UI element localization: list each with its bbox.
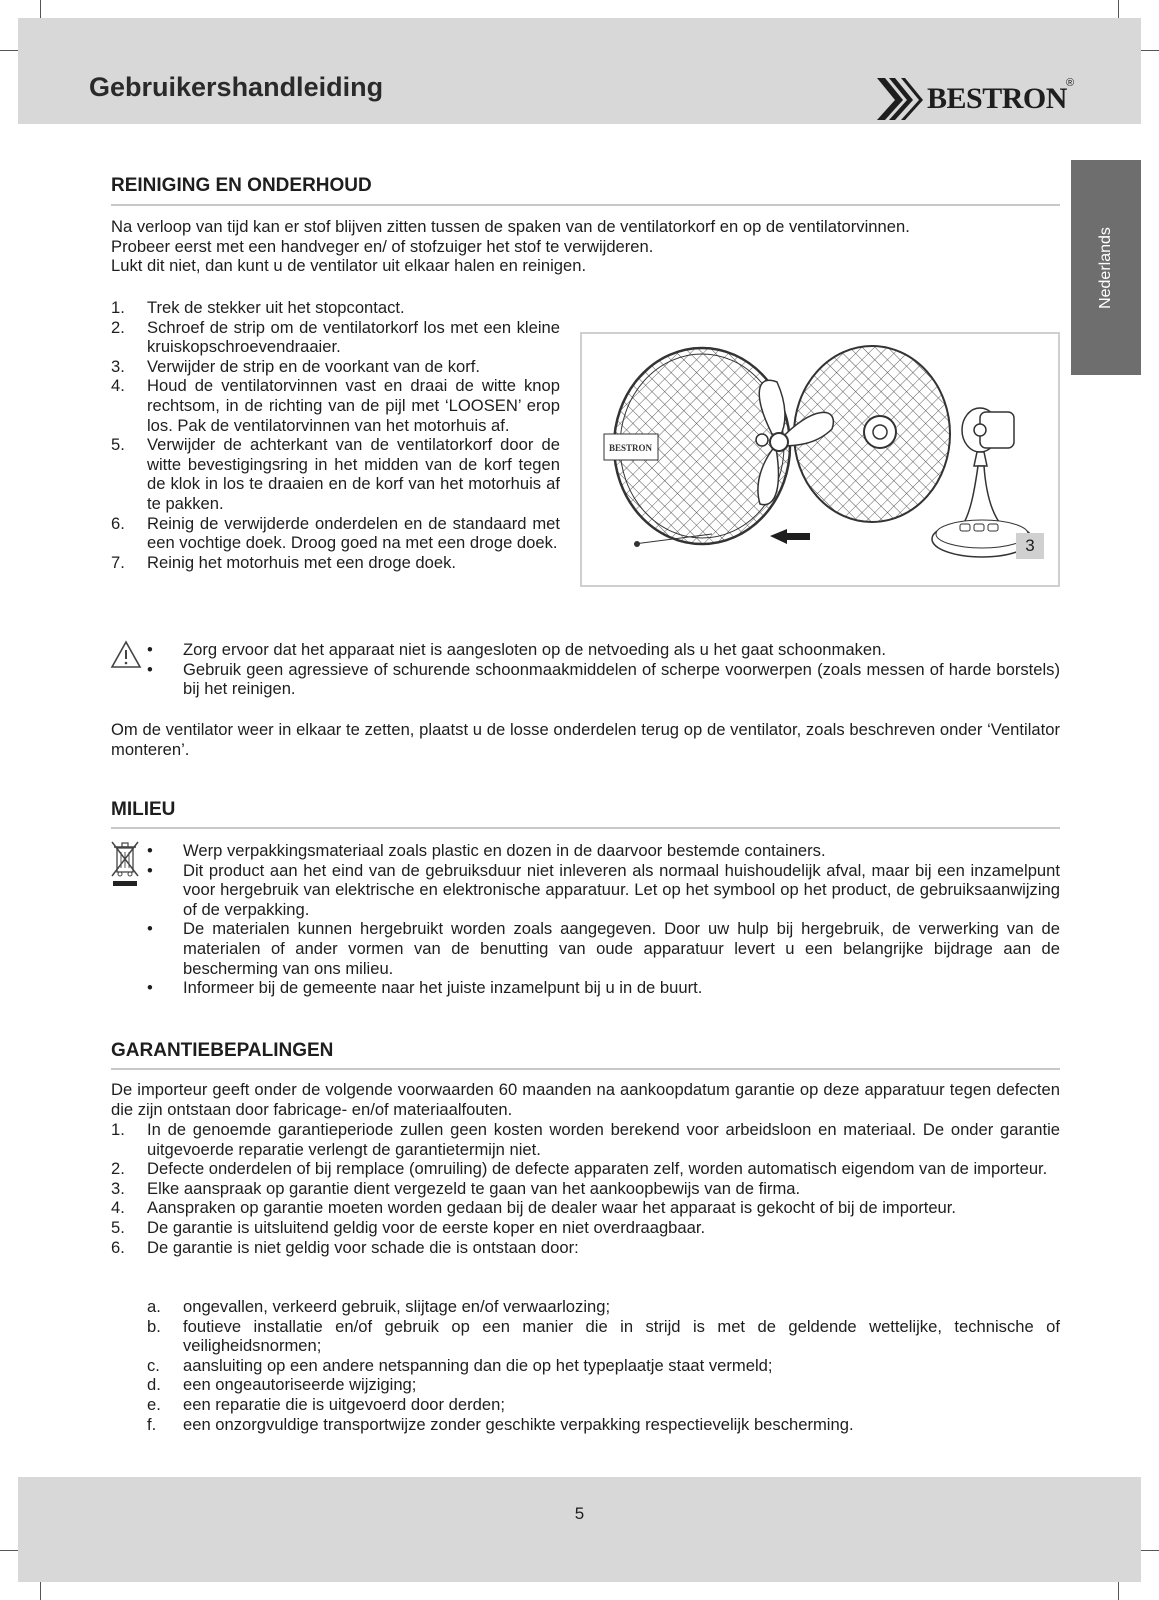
page-header — [18, 18, 1141, 124]
list-item: 5. De garantie is uitsluitend geldig voor de eerste koper en niet overdraagbaar. — [111, 1217, 706, 1237]
section-divider — [111, 1068, 1060, 1070]
list-item: 1. Trek de stekker uit het stopcontact. — [111, 298, 405, 317]
warranty-intro: De importeur geeft onder de volgende voorwaarden 60 maanden na aankoopdatum garantie op deze apparatuur tegen defecten die zijn ontstaan door fabricage- en/of materiaalfouten. — [111, 1080, 1060, 1119]
section-title-cleaning: REINIGING EN ONDERHOUD — [111, 175, 372, 196]
list-item: a. ongevallen, verkeerd gebruik, slijtage en/of verwaarlozing; — [147, 1297, 611, 1316]
section-divider — [111, 204, 1060, 206]
paragraph: Probeer eerst met een handveger en/ of stofzuiger het stof te verwijderen. — [111, 236, 654, 256]
list-item: 6. De garantie is niet geldig voor schade die is ontstaan door: — [111, 1237, 579, 1257]
figure-brand-label: BESTRON — [609, 443, 653, 453]
list-item: 3. Elke aanspraak op garantie dient vergezeld te gaan van het aankoopbewijs van de firma. — [111, 1178, 801, 1198]
language-tab — [1071, 160, 1141, 375]
list-item: 7. Reinig het motorhuis met een droge doek. — [111, 552, 457, 572]
list-item: • Gebruik geen agressieve of schurende schoonmaakmiddelen of scherpe voorwerpen (zoals messen of harde borstels) bij het reinigen. — [147, 660, 1060, 699]
list-item: b. foutieve installatie en/of gebruik op een manier die in strijd is met de geldende wettelijke, technische of veiligheidsnormen; — [147, 1316, 1060, 1356]
disassembly-figure — [580, 332, 1060, 587]
list-item: 2. Schroef de strip om de ventilatorkorf los met een kleine kruiskopschroevendraaier. — [111, 317, 560, 357]
list-item: d. een ongeautoriseerde wijziging; — [147, 1375, 417, 1395]
weee-crossed-bin-icon — [110, 840, 140, 888]
list-item: • De materialen kunnen hergebruikt worden zoals aangegeven. Door uw hulp bij hergebruik, de verwerking van de materialen of ander vormen van de benutting van oude apparatuur levert u een belangrijke bijdrage aan de bescherming van ons milieu. — [147, 919, 1060, 978]
list-item: 6. Reinig de verwijderde onderdelen en de standaard met een vochtige doek. Droog goed na met een droge doek. — [111, 513, 560, 553]
cleaning-intro — [111, 217, 1060, 276]
list-item: • Werp verpakkingsmateriaal zoals plastic en dozen in de daarvoor bestemde containers. — [147, 841, 1060, 861]
language-tab-label: Nederlands — [1097, 226, 1114, 309]
page-title: Gebruikershandleiding — [89, 72, 384, 102]
brand-name: BESTRON — [927, 82, 1067, 115]
registered-mark: ® — [1066, 77, 1075, 89]
paragraph: Lukt dit niet, dan kunt u de ventilator uit elkaar halen en reinigen. — [111, 256, 587, 276]
list-item: e. een reparatie die is uitgevoerd door derden; — [147, 1394, 505, 1414]
warning-triangle-icon — [110, 640, 142, 670]
warranty-list — [111, 1120, 1060, 1257]
logo-mark-icon — [873, 74, 923, 124]
section-divider — [111, 827, 1060, 829]
list-item: 2. Defecte onderdelen of bij remplace (omruiling) de defecte apparaten zelf, worden automatisch eigendom van de importeur. — [111, 1159, 1048, 1179]
list-item: • Zorg ervoor dat het apparaat niet is aangesloten op de netvoeding als u het gaat schoonmaken. — [147, 640, 1060, 660]
cleaning-steps — [111, 298, 560, 572]
list-item: 1. In de genoemde garantieperiode zullen geen kosten worden berekend voor arbeidsloon en materiaal. De onder garantie uitgevoerde reparatie verlengt de garantietermijn niet. — [111, 1120, 1060, 1159]
section-title-environment: MILIEU — [111, 799, 176, 820]
figure-number: 3 — [1016, 533, 1044, 559]
section-title-warranty: GARANTIEBEPALINGEN — [111, 1040, 334, 1061]
list-item: • Dit product aan het eind van de gebruiksduur niet inleveren als normaal huishoudelijk afval, maar bij een inzamelpunt voor hergebruik van elektrische en elektronische apparatuur. Let op het symbool op het product, de gebruiksaanwijzing of de verpakking. — [147, 861, 1060, 920]
warning-list — [147, 640, 1060, 699]
reassembly-paragraph: Om de ventilator weer in elkaar te zetten, plaatst u de losse onderdelen terug op de ventilator, zoals beschreven onder ‘Ventilator monteren’. — [111, 720, 1060, 759]
warranty-sublist — [147, 1297, 1060, 1434]
list-item: f. een onzorgvuldige transportwijze zonder geschikte verpakking respectievelijk bescherming. — [147, 1414, 854, 1434]
environment-list — [147, 841, 1060, 998]
fan-disassembly-illustration — [582, 334, 1058, 585]
list-item: • Informeer bij de gemeente naar het juiste inzamelpunt bij u in de buurt. — [147, 978, 1060, 998]
page-number: 5 — [574, 1504, 585, 1523]
list-item: c. aansluiting op een andere netspanning dan die op het typeplaatje staat vermeld; — [147, 1355, 773, 1375]
list-item: 5. Verwijder de achterkant van de ventilatorkorf door de witte bevestigingsring in het midden van de korf tegen de klok in los te draaien en de korf van het motorhuis af te pakken. — [111, 435, 560, 513]
list-item: 4. Aanspraken op garantie moeten worden gedaan bij de dealer waar het apparaat is gekocht of bij de importeur. — [111, 1198, 957, 1218]
page-footer — [18, 1477, 1141, 1582]
list-item: 4. Houd de ventilatorvinnen vast en draai de witte knop rechtsom, in de richting van de pijl met ‘LOOSEN’ erop los. Pak de ventilatorvinnen van het motorhuis af. — [111, 376, 560, 435]
paragraph: Na verloop van tijd kan er stof blijven zitten tussen de spaken van de ventilatorkorf en op de ventilatorvinnen. — [111, 217, 910, 236]
list-item: 3. Verwijder de strip en de voorkant van de korf. — [111, 356, 480, 376]
